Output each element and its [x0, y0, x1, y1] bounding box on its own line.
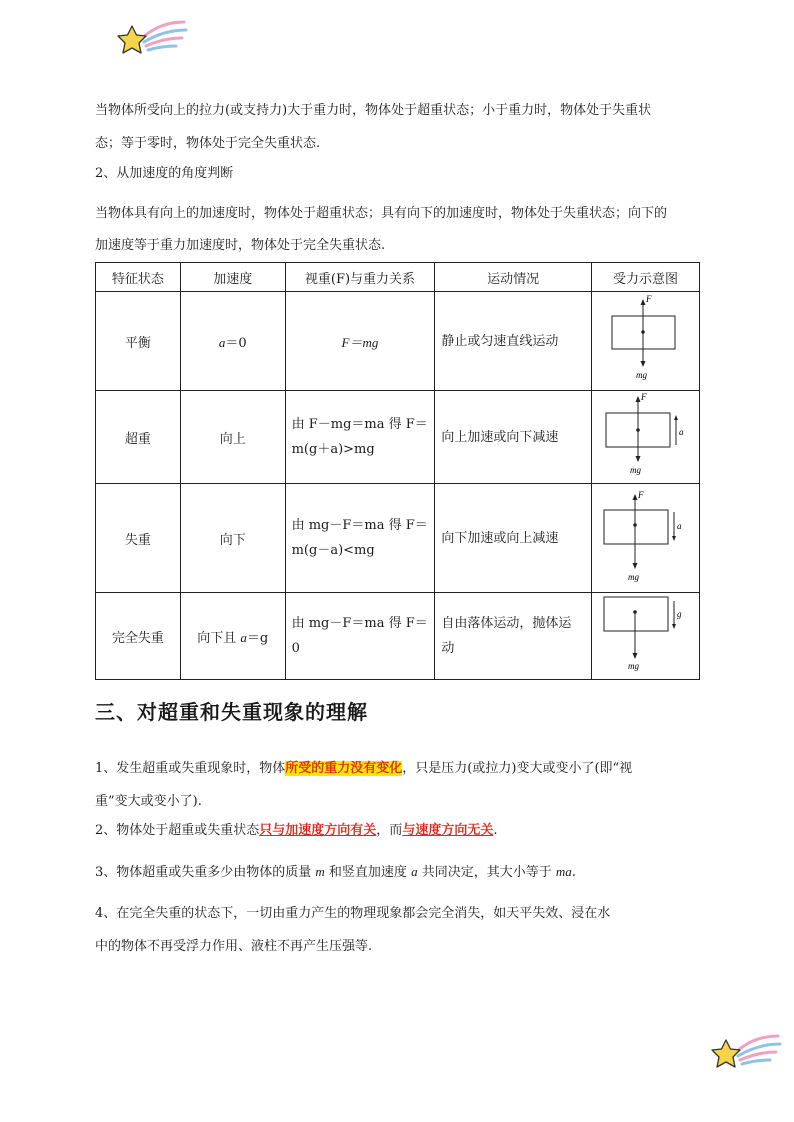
header-cell: 特征状态 — [96, 263, 181, 292]
force-diagram-cell — [591, 593, 699, 680]
force-label-top: F — [641, 392, 647, 402]
motion-cell: 静止或匀速直线运动 — [435, 292, 592, 391]
state-cell: 超重 — [96, 391, 181, 484]
point-1: 1、发生超重或失重现象时，物体所受的重力没有变化，只是压力(或拉力)变大或变小了(即“视 重”变大或变小了). — [95, 761, 633, 809]
relation-cell: F＝mg — [285, 292, 435, 391]
shooting-star-icon — [706, 1030, 786, 1074]
text-line: 加速度等于重力加速度时，物体处于完全失重状态. — [95, 238, 386, 253]
acceleration-cell: 向上 — [180, 391, 285, 484]
emphasis-text: 只与加速度方向有关 — [259, 823, 377, 838]
point-2: 2、物体处于超重或失重状态只与加速度方向有关，而与速度方向无关. — [95, 823, 498, 838]
acceleration-cell: 向下且 a＝g — [180, 593, 285, 680]
force-label-bottom: mg — [630, 465, 642, 475]
force-label-bottom: mg — [636, 370, 648, 380]
paragraph-force-criterion — [95, 94, 705, 160]
table-row — [96, 391, 700, 484]
relation-cell: 由 mg－F＝ma 得 F＝ 0 — [285, 593, 435, 680]
header-cell: 加速度 — [180, 263, 285, 292]
emphasis-text: 与速度方向无关 — [402, 823, 494, 838]
table-row — [96, 292, 700, 391]
table-header-row — [96, 263, 700, 292]
state-cell: 完全失重 — [96, 593, 181, 680]
header-cell: 运动情况 — [435, 263, 592, 292]
acceleration-cell: 向下 — [180, 484, 285, 593]
force-label-top: F — [646, 294, 652, 304]
motion-cell: 向上加速或向下减速 — [435, 391, 592, 484]
text-line: 当物体所受向上的拉力(或支持力)大于重力时，物体处于超重状态；小于重力时，物体处于失重状 — [95, 103, 652, 118]
shooting-star-icon — [112, 16, 192, 60]
table-row — [96, 484, 700, 593]
acceleration-label: a — [679, 427, 684, 437]
motion-cell: 向下加速或向上减速 — [435, 484, 592, 593]
subheading-acceleration: 2、从加速度的角度判断 — [95, 166, 234, 181]
force-label-bottom: mg — [628, 572, 640, 582]
force-diagram — [592, 593, 698, 675]
force-diagram-cell — [591, 292, 699, 391]
state-cell: 平衡 — [96, 292, 181, 391]
acceleration-label: a — [677, 521, 682, 531]
header-cell: 受力示意图 — [591, 263, 699, 292]
point-3: 3、物体超重或失重多少由物体的质量 m 和竖直加速度 a 共同决定，其大小等于 ma. — [95, 864, 576, 880]
force-diagram — [592, 484, 698, 588]
highlighted-text: 所受的重力没有变化 — [285, 761, 403, 776]
header-cell: 视重(F)与重力关系 — [285, 263, 435, 292]
force-diagram — [592, 391, 698, 479]
state-comparison-table — [95, 262, 700, 680]
motion-cell: 自由落体运动，抛体运 动 — [435, 593, 592, 680]
force-label-bottom: mg — [628, 661, 640, 671]
force-diagram-cell — [591, 391, 699, 484]
relation-cell: 由 mg－F＝ma 得 F＝ m(g－a)<mg — [285, 484, 435, 593]
force-label-top: F — [638, 490, 644, 500]
force-diagram — [592, 292, 698, 386]
acceleration-label: g — [677, 609, 682, 619]
paragraph-acceleration-criterion — [95, 198, 705, 262]
text-line: 态；等于零时，物体处于完全失重状态. — [95, 136, 321, 151]
point-4: 4、在完全失重的状态下，一切由重力产生的物理现象都会完全消失，如天平失效、浸在水 中的物体不再受浮力作用、液柱不再产生压强等. — [95, 906, 611, 954]
text-line: 当物体具有向上的加速度时，物体处于超重状态；具有向下的加速度时，物体处于失重状态；向下的 — [95, 206, 668, 221]
table-row — [96, 593, 700, 680]
relation-cell: 由 F－mg＝ma 得 F＝ m(g＋a)>mg — [285, 391, 435, 484]
state-cell: 失重 — [96, 484, 181, 593]
force-diagram-cell — [591, 484, 699, 593]
acceleration-cell: a＝0 — [180, 292, 285, 391]
section-title: 三、对超重和失重现象的理解 — [95, 700, 368, 724]
